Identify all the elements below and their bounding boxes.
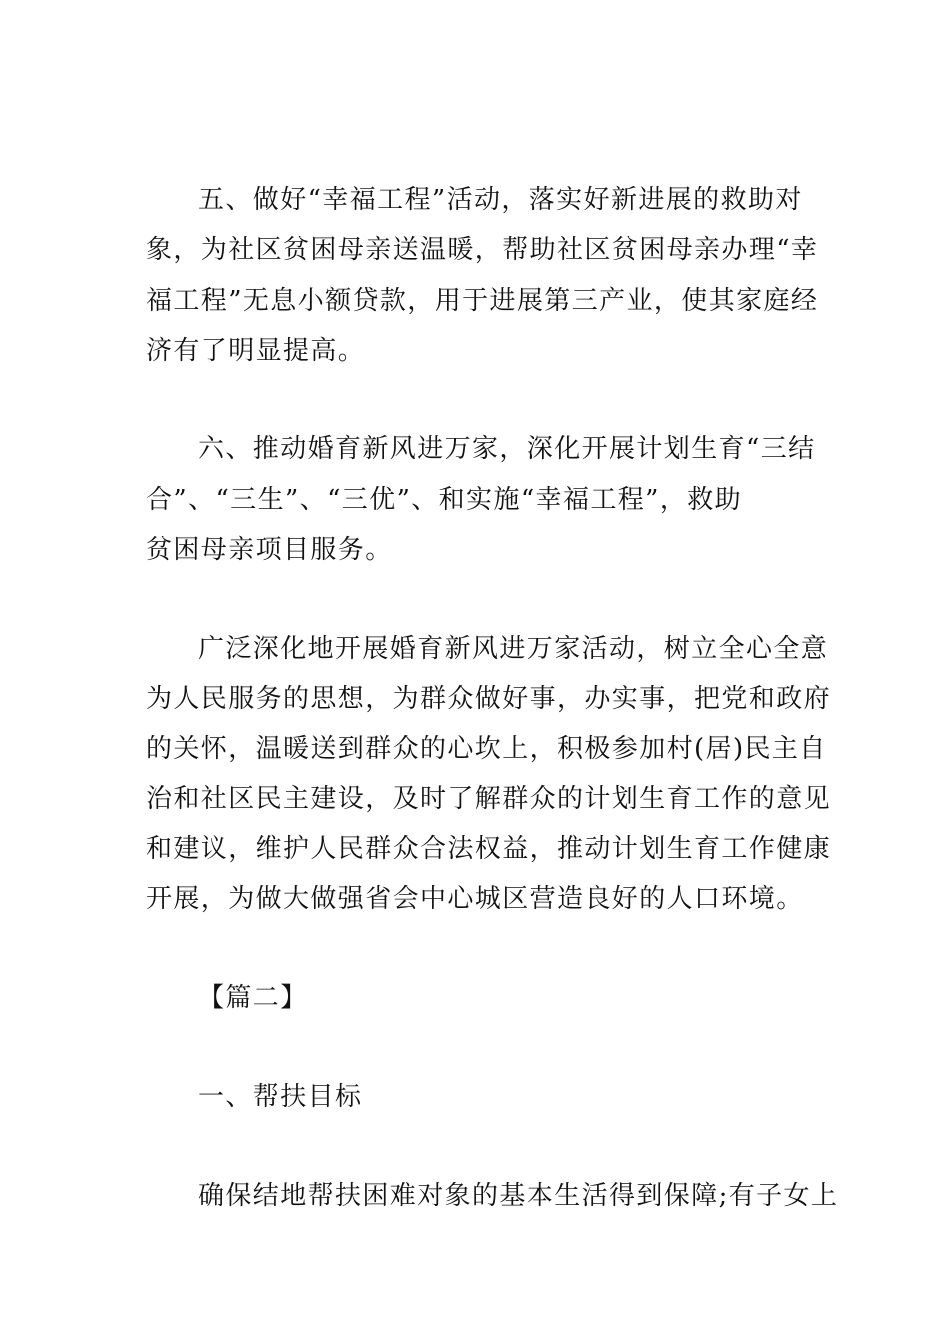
- paragraph-line-5: 和建议，维护人民群众合法权益，推动计划生育工作健康: [146, 834, 832, 864]
- section-subheading: 一、帮扶目标: [198, 1082, 363, 1112]
- body-line-last: 确保结地帮扶困难对象的基本生活得到保障;有子女上: [198, 1181, 839, 1211]
- section5-line-2: 象，为社区贫困母亲送温暖，帮助社区贫困母亲办理“幸: [146, 235, 819, 265]
- paragraph-line-2: 为人民服务的思想，为群众做好事，办实事，把党和政府: [146, 684, 832, 714]
- paragraph-line-6: 开展，为做大做强省会中心城区营造良好的人口环境。: [146, 884, 804, 914]
- paragraph-line-4: 治和社区民主建设，及时了解群众的计划生育工作的意见: [146, 784, 832, 814]
- section6-line-3: 贫困母亲项目服务。: [146, 535, 393, 565]
- section6-line-1: 六、推动婚育新风进万家，深化开展计划生育“三结: [198, 434, 816, 464]
- part-heading: 【篇二】: [198, 983, 308, 1013]
- section5-line-1: 五、做好“幸福工程”活动，落实好新进展的救助对: [198, 185, 803, 215]
- section5-line-3: 福工程”无息小额贷款，用于进展第三产业，使其家庭经: [146, 286, 819, 316]
- section6-line-2: 合”、“三生”、“三优”、和实施“幸福工程”，救助: [146, 485, 743, 515]
- section5-line-4: 济有了明显提高。: [146, 336, 366, 366]
- paragraph-line-1: 广泛深化地开展婚育新风进万家活动，树立全心全意: [198, 634, 829, 664]
- paragraph-line-3: 的关怀，温暖送到群众的心坎上，积极参加村(居)民主自: [146, 734, 827, 764]
